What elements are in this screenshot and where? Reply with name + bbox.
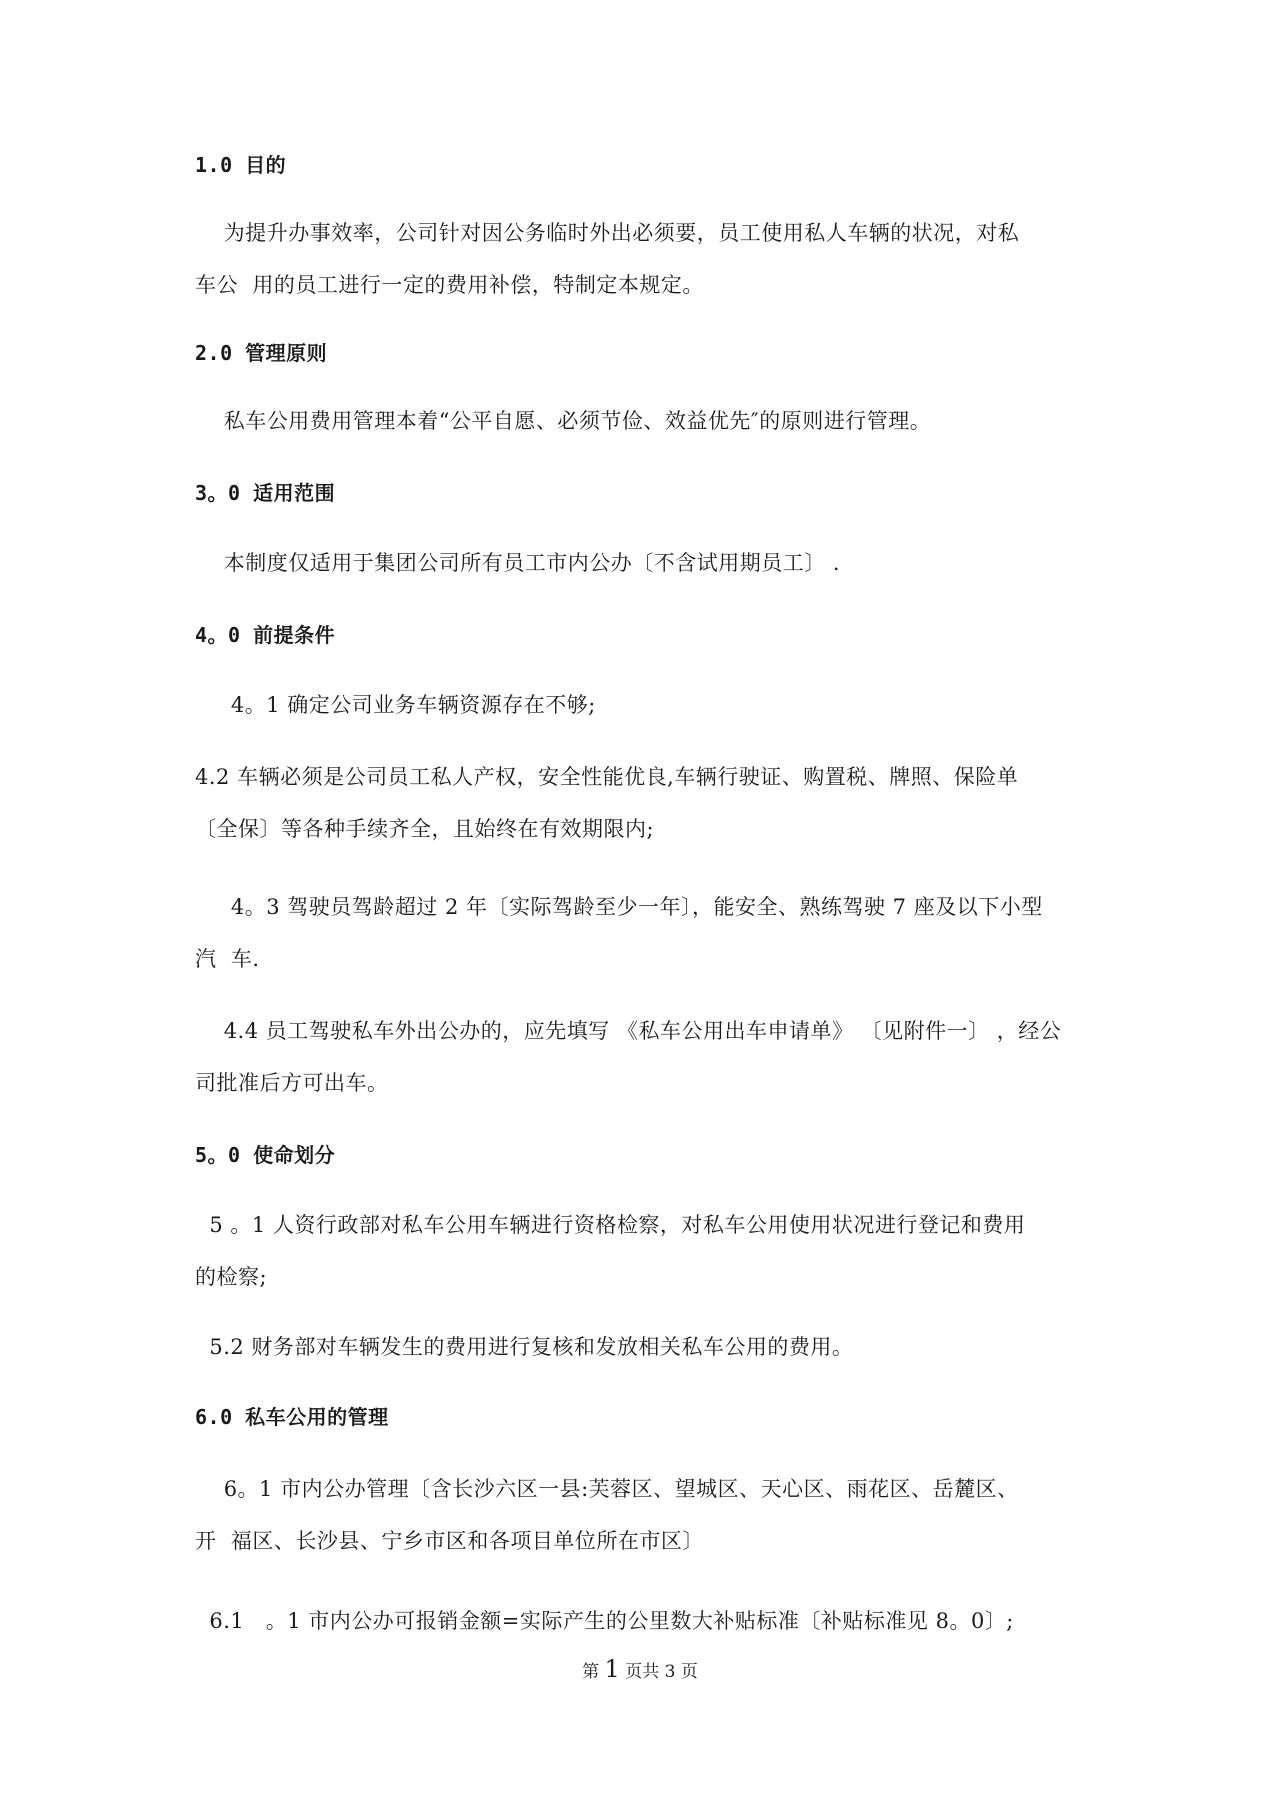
footer-page-current: 1 — [604, 1655, 620, 1683]
list-item-cont: 〔全保〕等各种手续齐全，且始终在有效期限内; — [195, 817, 655, 841]
footer-prefix: 第 — [582, 1662, 605, 1682]
list-item-cont: 汽 车. — [195, 947, 260, 971]
section-heading-scope: 3。0 适用范围 — [195, 481, 336, 505]
list-item: 5.2 财务部对车辆发生的费用进行复核和发放相关私车公用的费用。 — [195, 1335, 854, 1359]
list-item: 5 。1 人资行政部对私车公用车辆进行资格检察，对私车公用使用状况进行登记和费用 — [195, 1213, 1026, 1237]
page-footer — [0, 1654, 1280, 1687]
section-heading-principles: 2.0 管理原则 — [195, 341, 328, 365]
footer-suffix: 页共 3 页 — [619, 1662, 698, 1682]
section-heading-management: 6.0 私车公用的管理 — [195, 1405, 389, 1429]
list-item: 6.1 。1 市内公办可报销金额=实际产生的公里数大补贴标准〔补贴标准见 8。0〕; — [195, 1609, 1014, 1633]
section-heading-responsibilities: 5。0 使命划分 — [195, 1143, 336, 1167]
paragraph-line: 车公 用的员工进行一定的费用补偿，特制定本规定。 — [195, 273, 704, 297]
section-heading-prerequisites: 4。0 前提条件 — [195, 623, 336, 647]
paragraph-line: 为提升办事效率，公司针对因公务临时外出必须要，员工使用私人车辆的状况，对私 — [195, 221, 1020, 245]
list-item: 4。3 驾驶员驾龄超过 2 年〔实际驾龄至少一年〕，能安全、熟练驾驶 7 座及以下小型 — [195, 895, 1043, 919]
section-heading-purpose: 1.0 目的 — [195, 153, 287, 177]
list-item-cont: 司批准后方可出车。 — [195, 1071, 389, 1095]
list-item: 4.4 员工驾驶私车外出公办的，应先填写 《私车公用出车申请单》 〔见附件一〕 ，经公 — [195, 1019, 1062, 1043]
list-item-cont: 的检察; — [195, 1265, 268, 1289]
list-item: 4。1 确定公司业务车辆资源存在不够; — [195, 693, 596, 717]
paragraph-line: 本制度仅适用于集团公司所有员工市内公办〔不含试用期员工〕 . — [195, 551, 841, 575]
list-item: 6。1 市内公办管理〔含长沙六区一县:芙蓉区、望城区、天心区、雨花区、岳麓区、 — [195, 1477, 1019, 1501]
list-item-cont: 开 福区、长沙县、宁乡市区和各项目单位所在市区〕 — [195, 1529, 704, 1553]
paragraph-line: 私车公用费用管理本着“公平自愿、必须节俭、效益优先″的原则进行管理。 — [195, 409, 932, 433]
list-item: 4.2 车辆必须是公司员工私人产权，安全性能优良,车辆行驶证、购置税、牌照、保险单 — [195, 765, 1019, 789]
